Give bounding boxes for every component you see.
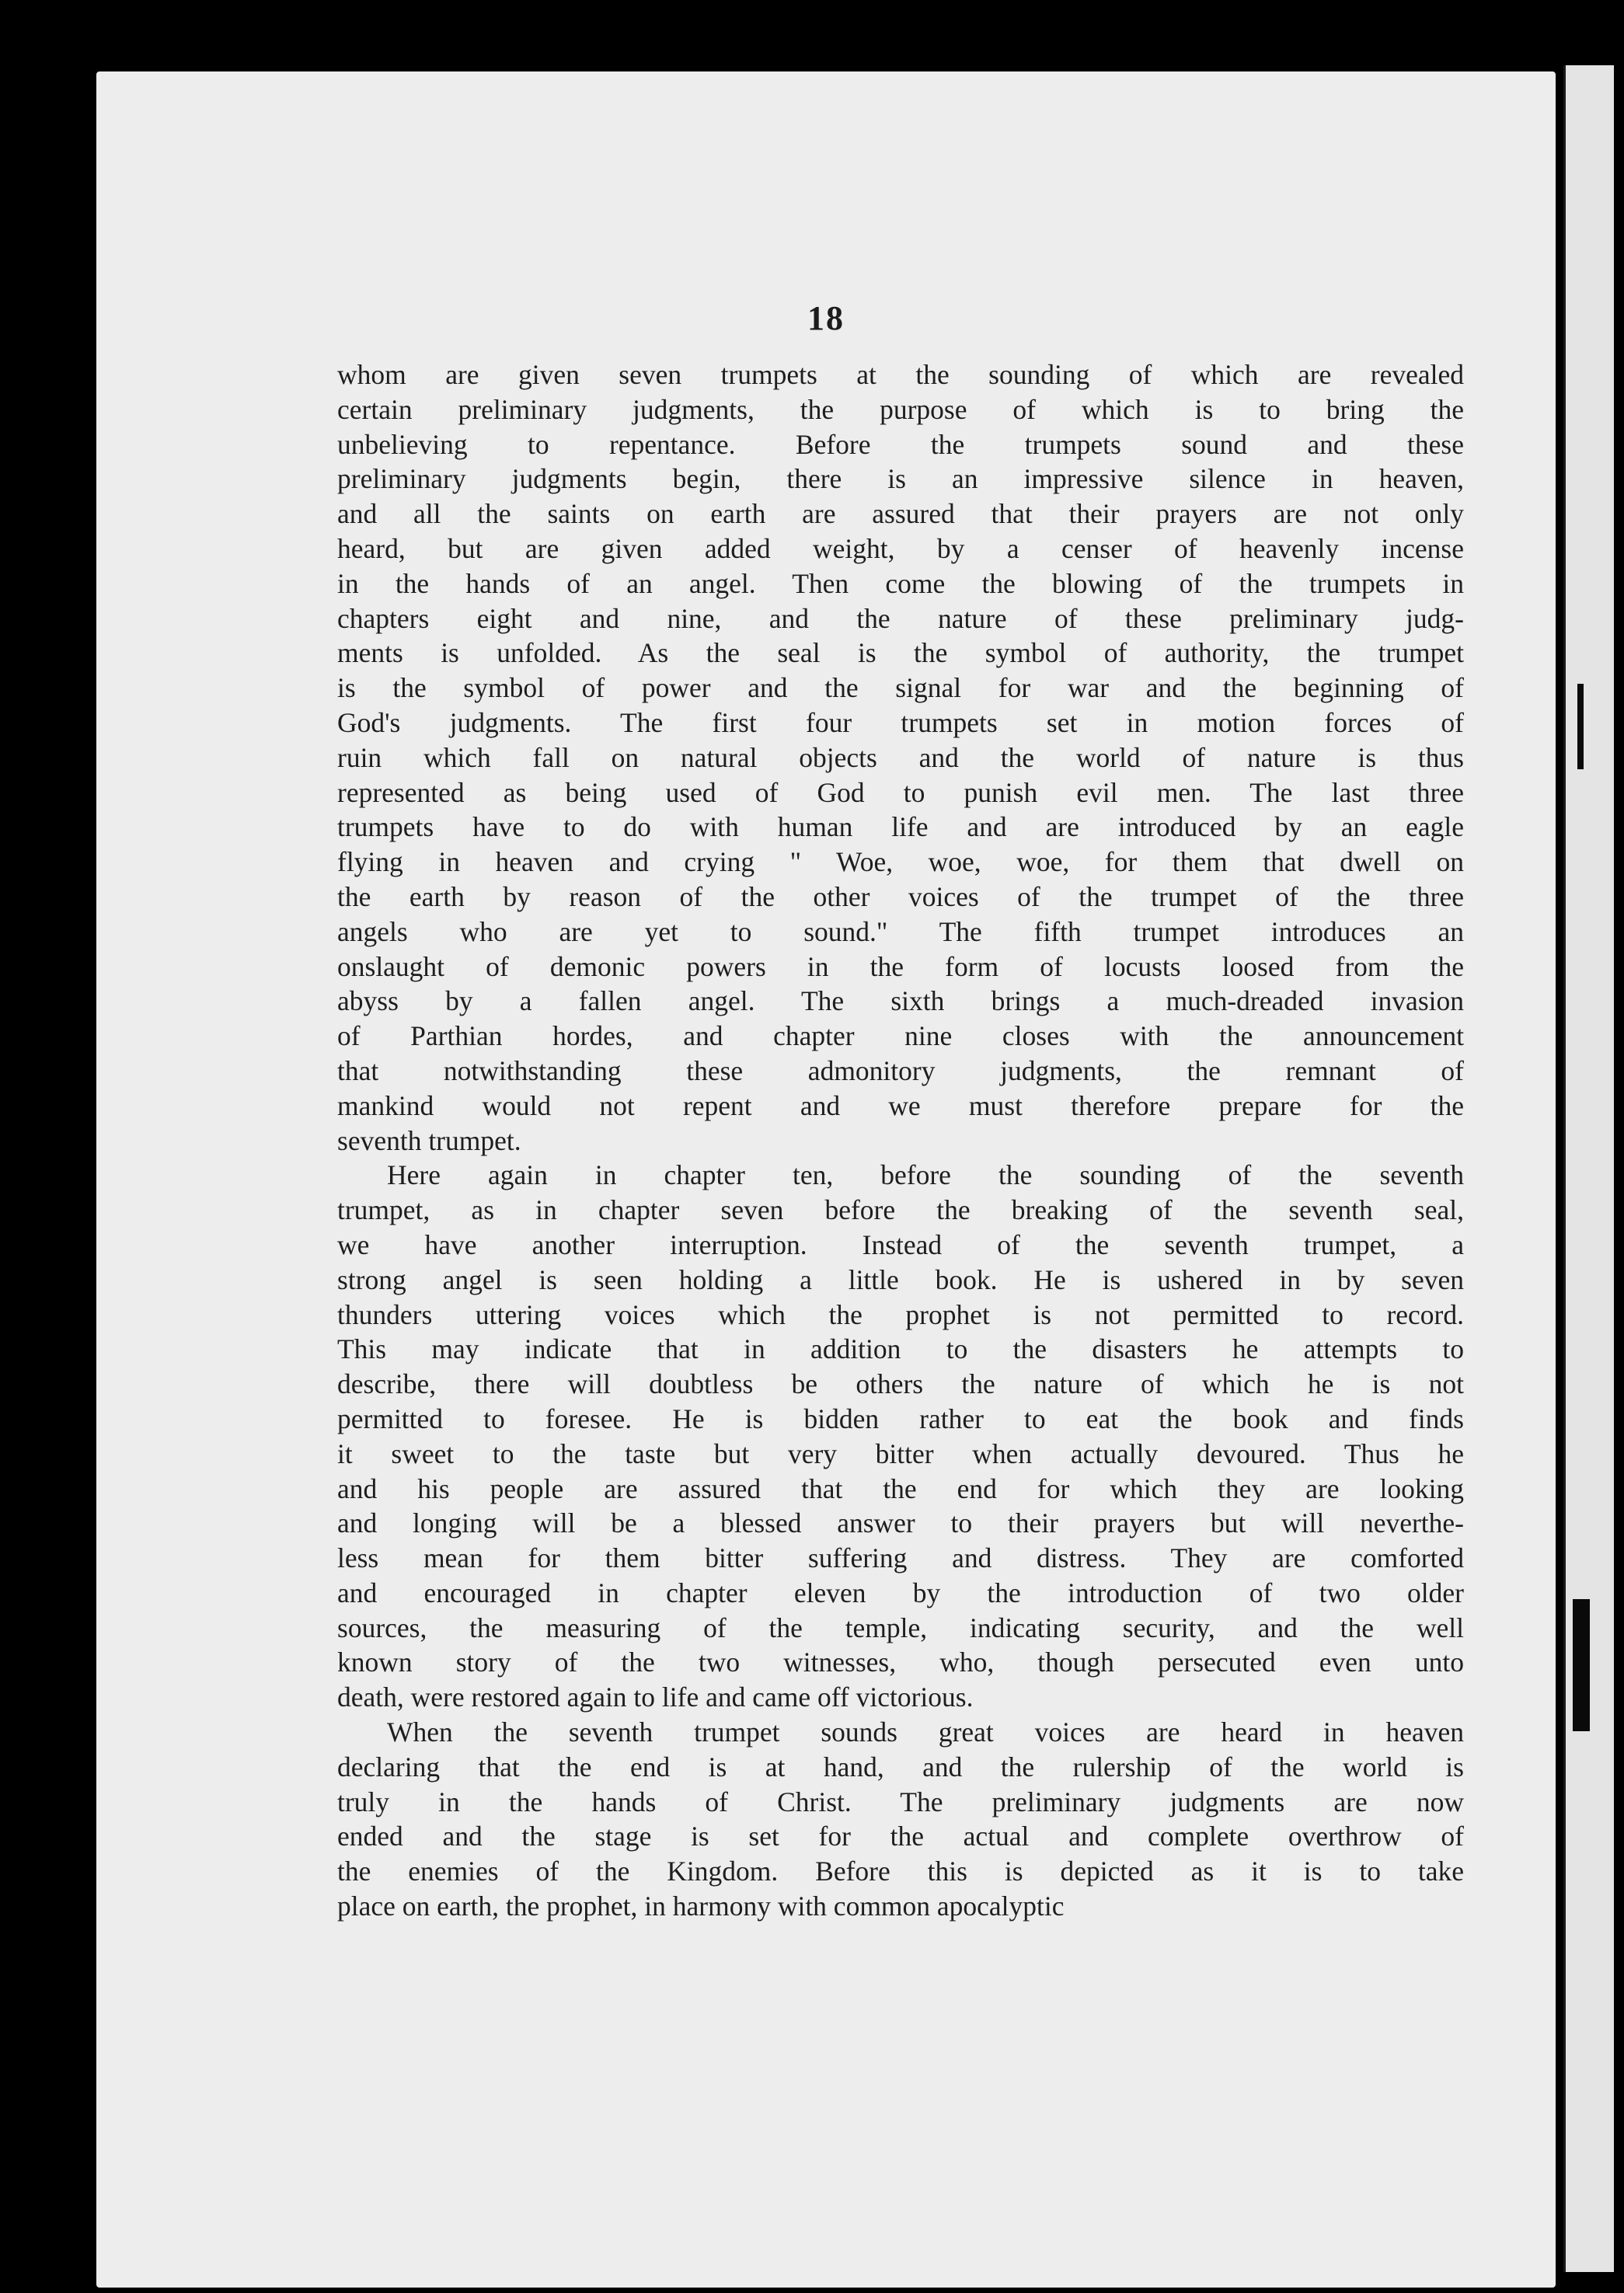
text-line: God's judgments. The first four trumpets set in motion forces of <box>337 706 1464 738</box>
text-line: describe, there will doubtless be others the nature of which he is not <box>337 1368 1464 1400</box>
text-line: truly in the hands of Christ. The preliminary judgments are now <box>337 1786 1464 1817</box>
text-line: ments is unfolded. As the seal is the symbol of authority, the trumpet <box>337 637 1464 669</box>
text-line: that notwithstanding these admonitory judgments, the remnant of <box>337 1054 1464 1086</box>
text-line: we have another interruption. Instead of the seventh trumpet, a <box>337 1228 1464 1260</box>
text-line: This may indicate that in addition to the disasters he attempts to <box>337 1333 1464 1365</box>
text-line: flying in heaven and crying " Woe, woe, woe, for them that dwell on <box>337 846 1464 878</box>
text-line: When the seventh trumpet sounds great voices are heard in heaven <box>387 1716 1464 1748</box>
text-line: of Parthian hordes, and chapter nine closes with the announcement <box>337 1020 1464 1052</box>
text-line: sources, the measuring of the temple, indicating security, and the well <box>337 1612 1464 1643</box>
text-line: it sweet to the taste but very bitter when actually devoured. Thus he <box>337 1437 1464 1469</box>
text-line: unbelieving to repentance. Before the trumpets sound and these <box>337 428 1464 460</box>
text-line: trumpet, as in chapter seven before the breaking of the seventh seal, <box>337 1194 1464 1226</box>
document-page <box>96 71 1556 2288</box>
text-line: certain preliminary judgments, the purpose of which is to bring the <box>337 393 1464 425</box>
text-line: the earth by reason of the other voices of the trumpet of the three <box>337 880 1464 912</box>
text-line: trumpets have to do with human life and are introduced by an eagle <box>337 811 1464 843</box>
text-line: chapters eight and nine, and the nature of these preliminary judg- <box>337 602 1464 634</box>
text-line: onslaught of demonic powers in the form of locusts loosed from the <box>337 950 1464 982</box>
text-line: known story of the two witnesses, who, though persecuted even unto <box>337 1647 1464 1678</box>
text-line: mankind would not repent and we must therefore prepare for the <box>337 1089 1464 1121</box>
text-line: ended and the stage is set for the actual and complete overthrow of <box>337 1821 1464 1852</box>
paragraph <box>337 1715 1464 1924</box>
text-line: less mean for them bitter suffering and distress. They are comforted <box>337 1542 1464 1574</box>
adjacent-page-edge <box>1563 65 1614 2272</box>
text-line: represented as being used of God to punish evil men. The last three <box>337 776 1464 808</box>
paragraph <box>337 1158 1464 1715</box>
text-line: angels who are yet to sound." The fifth trumpet introduces an <box>337 915 1464 947</box>
page-edge-mark <box>1577 684 1584 769</box>
text-line: is the symbol of power and the signal for war and the beginning of <box>337 672 1464 704</box>
text-line: preliminary judgments begin, there is an impressive silence in heaven, <box>337 463 1464 495</box>
text-line: Here again in chapter ten, before the sounding of the seventh <box>387 1159 1464 1191</box>
text-line: in the hands of an angel. Then come the blowing of the trumpets in <box>337 567 1464 599</box>
page-number: 18 <box>807 299 845 337</box>
paragraph <box>337 357 1464 1158</box>
text-line: and his people are assured that the end for which they are looking <box>337 1472 1464 1504</box>
text-line: place on earth, the prophet, in harmony with common apocalyptic <box>337 1891 1065 1922</box>
text-line: declaring that the end is at hand, and the rulership of the world is <box>337 1751 1464 1782</box>
text-line: abyss by a fallen angel. The sixth brings a much-dreaded invasion <box>337 985 1464 1017</box>
text-line: and encouraged in chapter eleven by the introduction of two older <box>337 1577 1464 1608</box>
text-line: strong angel is seen holding a little book. He is ushered in by seven <box>337 1263 1464 1295</box>
text-line: heard, but are given added weight, by a censer of heavenly incense <box>337 532 1464 564</box>
body-text <box>337 357 1464 1924</box>
text-line: the enemies of the Kingdom. Before this is depicted as it is to take <box>337 1856 1464 1887</box>
text-line: whom are given seven trumpets at the sounding of which are revealed <box>337 359 1464 390</box>
text-line: and longing will be a blessed answer to their prayers but will neverthe- <box>337 1507 1464 1539</box>
text-line: death, were restored again to life and came off victorious. <box>337 1681 974 1713</box>
text-line: seventh trumpet. <box>337 1124 521 1156</box>
page-edge-mark <box>1573 1599 1590 1731</box>
text-line: ruin which fall on natural objects and the world of nature is thus <box>337 741 1464 773</box>
text-line: permitted to foresee. He is bidden rather to eat the book and finds <box>337 1403 1464 1434</box>
text-line: thunders uttering voices which the prophet is not permitted to record. <box>337 1298 1464 1330</box>
text-line: and all the saints on earth are assured that their prayers are not only <box>337 498 1464 530</box>
